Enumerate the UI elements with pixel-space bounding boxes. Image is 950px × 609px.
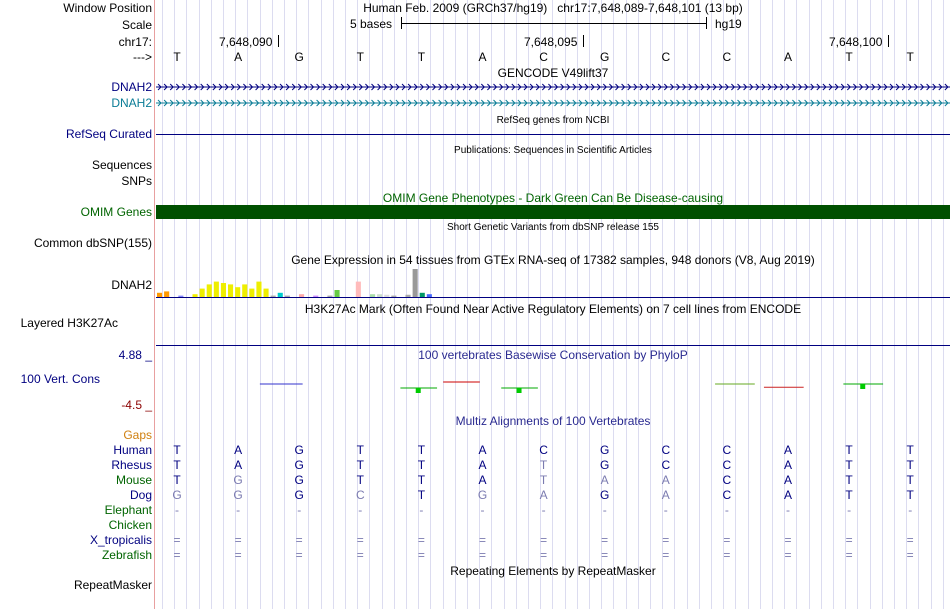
aligned-base: T — [906, 443, 914, 457]
gtex-tissue-bar — [413, 269, 418, 297]
aligned-base: T — [845, 458, 853, 472]
aligned-base: G — [233, 488, 243, 502]
base-letter: T — [906, 50, 914, 64]
strand-arrow-label: ---> — [133, 50, 152, 64]
refseq-track-title[interactable]: RefSeq genes from NCBI — [496, 115, 610, 126]
species-label[interactable]: Chicken — [108, 518, 152, 532]
refseq-track-label[interactable]: RefSeq Curated — [65, 127, 152, 141]
aligned-base: = — [662, 548, 670, 562]
aligned-base: = — [478, 533, 486, 547]
aligned-base: - — [663, 503, 668, 517]
aligned-base: G — [172, 488, 182, 502]
aligned-base: G — [600, 443, 610, 457]
scale-bar-right-cap — [706, 17, 707, 29]
aligned-base: T — [173, 443, 181, 457]
h3k27ac-track-title[interactable]: H3K27Ac Mark (Often Found Near Active Regulatory Elements) on 7 cell lines from ENCODE — [304, 302, 802, 316]
aligned-base: T — [539, 473, 548, 487]
gtex-track-label[interactable]: DNAH2 — [111, 278, 152, 292]
aligned-base: A — [478, 473, 487, 487]
gtex-tissue-bar — [200, 289, 205, 297]
aligned-base: = — [234, 548, 242, 562]
position-tick-2: 7,648,095 — [524, 35, 578, 49]
aligned-base: - — [297, 503, 302, 517]
base-letter: T — [173, 50, 181, 64]
gene-model-dnah2-2[interactable] — [156, 98, 950, 108]
aligned-base: G — [294, 458, 304, 472]
aligned-base: A — [783, 488, 792, 502]
omim-track-label[interactable]: OMIM Genes — [80, 205, 152, 219]
aligned-base: T — [539, 458, 548, 472]
multiz-track-title[interactable]: Multiz Alignments of 100 Vertebrates — [455, 414, 651, 428]
omim-track-title[interactable]: OMIM Gene Phenotypes - Dark Green Can Be Disease-causing — [382, 191, 724, 205]
aligned-base: C — [661, 458, 671, 472]
aligned-base: - — [908, 503, 913, 517]
base-letter: G — [600, 50, 610, 64]
gtex-tissue-bar — [356, 282, 361, 297]
aligned-base: G — [477, 488, 488, 502]
aligned-base: = — [540, 533, 548, 547]
aligned-base: G — [294, 488, 304, 502]
gtex-tissue-bar — [235, 287, 240, 297]
dbsnp-track-label[interactable]: Common dbSNP(155) — [33, 236, 152, 250]
aligned-base: T — [417, 488, 426, 502]
aligned-base: G — [600, 458, 610, 472]
refseq-gene-line[interactable] — [156, 134, 950, 135]
left-rule — [154, 0, 155, 609]
aligned-base: T — [356, 443, 364, 457]
phylop-score-peak — [860, 384, 865, 389]
h3k27ac-track-label[interactable]: Layered H3K27Ac — [20, 316, 118, 330]
gencode-gene-label-1[interactable]: DNAH2 — [111, 80, 152, 94]
species-label[interactable]: Dog — [129, 488, 152, 502]
base-letter: T — [356, 50, 364, 64]
aligned-base: T — [173, 458, 181, 472]
aligned-base: = — [356, 548, 364, 562]
aligned-base: = — [540, 548, 548, 562]
aligned-base: T — [417, 458, 426, 472]
gencode-track-title[interactable]: GENCODE V49lift37 — [497, 66, 609, 80]
aligned-base: T — [356, 473, 364, 487]
dbsnp-track-title[interactable]: Short Genetic Variants from dbSNP release 155 — [447, 222, 659, 233]
aligned-base: T — [906, 458, 914, 472]
aligned-base: = — [356, 533, 364, 547]
aligned-base: T — [845, 488, 853, 502]
aligned-base: A — [539, 488, 548, 502]
scale-label: Scale — [121, 18, 152, 32]
species-label[interactable]: Rhesus — [111, 458, 152, 472]
assembly-label: hg19 — [715, 17, 742, 31]
gtex-baseline — [156, 297, 950, 298]
aligned-base: - — [602, 503, 607, 517]
base-letter: A — [783, 50, 792, 64]
gene-model-dnah2-1[interactable] — [156, 82, 950, 92]
repeatmasker-track-label[interactable]: RepeatMasker — [73, 578, 152, 592]
gtex-tissue-bar — [214, 282, 219, 297]
aligned-base: T — [845, 473, 853, 487]
aligned-base: = — [295, 533, 303, 547]
aligned-base: = — [417, 533, 425, 547]
aligned-base: - — [541, 503, 546, 517]
species-label[interactable]: Mouse — [115, 473, 152, 487]
aligned-base: - — [847, 503, 852, 517]
phylop-score-peak — [517, 388, 522, 393]
omim-gene-bar[interactable] — [156, 205, 950, 219]
aligned-base: A — [783, 458, 792, 472]
aligned-base: T — [906, 488, 914, 502]
aligned-base: = — [173, 533, 181, 547]
base-letter: C — [661, 50, 671, 64]
aligned-base: - — [236, 503, 241, 517]
aligned-base: A — [661, 488, 670, 502]
aligned-base: G — [233, 473, 243, 487]
aligned-base: T — [173, 473, 181, 487]
aligned-base: = — [417, 548, 425, 562]
aligned-base: = — [173, 548, 181, 562]
gencode-gene-label-2[interactable]: DNAH2 — [111, 96, 152, 110]
base-letter: T — [845, 50, 853, 64]
pubs-track-label[interactable]: Sequences — [91, 158, 152, 172]
aligned-base: T — [417, 473, 426, 487]
aligned-base: - — [480, 503, 485, 517]
aligned-base: A — [783, 473, 792, 487]
tick-mark — [888, 35, 889, 47]
position-tick-1: 7,648,090 — [219, 35, 273, 49]
aligned-base: = — [601, 533, 609, 547]
gtex-tissue-bar — [264, 289, 269, 297]
aligned-base: - — [175, 503, 179, 517]
gaps-label[interactable]: Gaps — [123, 428, 152, 442]
aligned-base: A — [600, 473, 609, 487]
chr-label: chr17: — [118, 35, 152, 49]
aligned-base: - — [419, 503, 424, 517]
h3k27ac-baseline — [156, 345, 950, 346]
phylop-track-title[interactable]: 100 vertebrates Basewise Conservation by PhyloP — [418, 348, 688, 362]
aligned-base: C — [722, 443, 732, 457]
species-label[interactable]: Zebrafish — [101, 548, 152, 562]
gtex-tissue-bar — [207, 284, 212, 297]
aligned-base: C — [722, 458, 732, 472]
phylop-track-label[interactable]: 100 Vert. Cons — [20, 372, 100, 386]
repeatmasker-track-title[interactable]: Repeating Elements by RepeatMasker — [450, 564, 656, 578]
aligned-base: T — [417, 443, 426, 457]
gtex-tissue-bar — [335, 290, 340, 297]
aligned-base: A — [234, 443, 243, 457]
gtex-tissue-bar — [242, 284, 247, 297]
aligned-base: = — [845, 548, 853, 562]
gtex-tissue-bar — [249, 289, 254, 297]
gtex-tissue-bar — [221, 283, 226, 297]
window-position-label: Window Position — [63, 1, 152, 15]
tick-mark — [583, 35, 584, 47]
aligned-base: = — [234, 533, 242, 547]
aligned-base: A — [234, 458, 243, 472]
aligned-base: - — [358, 503, 363, 517]
aligned-base: A — [478, 458, 487, 472]
aligned-base: = — [662, 533, 670, 547]
species-label[interactable]: X_tropicalis — [89, 533, 152, 547]
aligned-base: = — [295, 548, 303, 562]
aligned-base: G — [294, 473, 304, 487]
base-letter: C — [722, 50, 732, 64]
scale-text: 5 bases — [350, 17, 393, 31]
aligned-base: = — [906, 548, 914, 562]
scale-bar — [401, 23, 706, 24]
aligned-base: C — [539, 443, 548, 457]
phylop-conservation-plot[interactable] — [156, 366, 950, 406]
scale-bar-left-cap — [401, 17, 402, 29]
position-tick-3: 7,648,100 — [829, 35, 883, 49]
aligned-base: = — [478, 548, 486, 562]
aligned-base: A — [478, 443, 487, 457]
phylop-min-label: -4.5 _ — [121, 398, 152, 412]
aligned-base: T — [845, 443, 853, 457]
aligned-base: G — [600, 488, 610, 502]
aligned-base: T — [356, 458, 364, 472]
base-letter: G — [294, 50, 304, 64]
aligned-base: C — [722, 488, 732, 502]
aligned-base: C — [722, 473, 732, 487]
gtex-track-title[interactable]: Gene Expression in 54 tissues from GTEx RNA-seq of 17382 samples, 948 donors (V8, Aug 2019) — [291, 253, 815, 267]
aligned-base: = — [601, 548, 609, 562]
aligned-base: T — [906, 473, 914, 487]
aligned-base: = — [906, 533, 914, 547]
aligned-base: = — [723, 548, 731, 562]
aligned-base: - — [786, 503, 790, 517]
base-letter: A — [478, 50, 487, 64]
aligned-base: C — [661, 443, 671, 457]
aligned-base: = — [845, 533, 853, 547]
base-letter: A — [234, 50, 243, 64]
aligned-base: A — [661, 473, 670, 487]
phylop-score-peak — [416, 388, 421, 393]
base-letter: T — [417, 50, 426, 64]
aligned-base: = — [723, 533, 731, 547]
gtex-tissue-bar — [256, 282, 261, 297]
aligned-base: A — [783, 443, 792, 457]
species-label[interactable]: Elephant — [104, 503, 152, 517]
gtex-expression-chart[interactable] — [156, 268, 950, 298]
phylop-max-label: 4.88 _ — [118, 348, 152, 362]
tick-mark — [278, 35, 279, 47]
aligned-base: - — [724, 503, 729, 517]
aligned-base: G — [294, 443, 304, 457]
species-label[interactable]: Human — [113, 443, 152, 457]
aligned-base: = — [784, 548, 792, 562]
gtex-tissue-bar — [228, 284, 233, 297]
aligned-base: C — [355, 488, 365, 502]
base-letter: C — [539, 50, 548, 64]
position-title: Human Feb. 2009 (GRCh37/hg19) chr17:7,648,089-7,648,101 (13 bp) — [363, 1, 743, 15]
aligned-base: = — [784, 533, 792, 547]
pubs-track-title[interactable]: Publications: Sequences in Scientific Articles — [454, 145, 652, 156]
snps-track-label[interactable]: SNPs — [121, 174, 152, 188]
